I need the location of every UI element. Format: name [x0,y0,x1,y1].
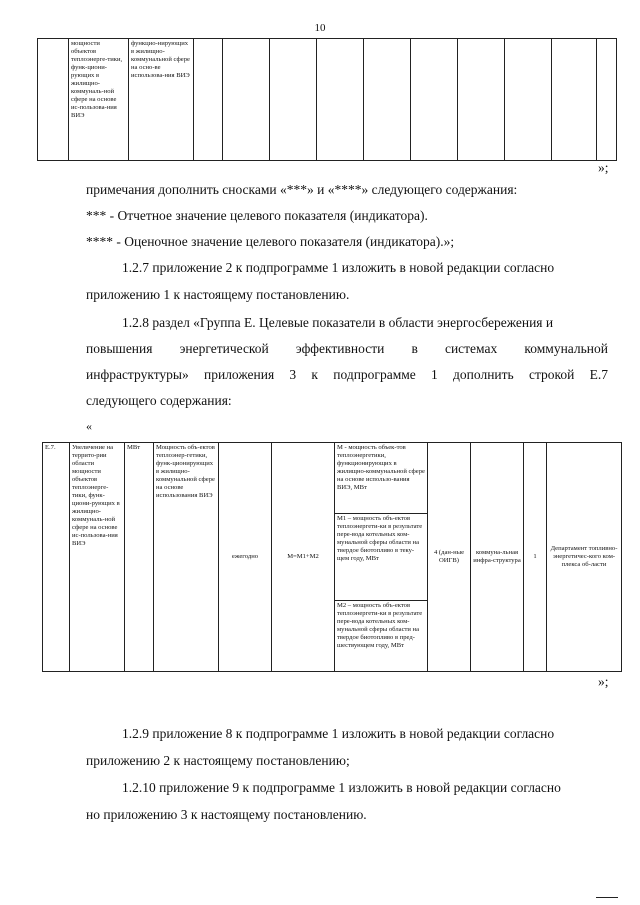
row-e7-source: 4 (дан-ные ОИГВ) [428,443,471,672]
row-e7-name: Увеличение на террито-рии области мощности объектов теплоэнерге-тики, функ-циони-рующих в жилищно-коммуналь-ной сфере на основе ис-пользова-ния ВИЭ [70,443,125,672]
row-e7-formula: M=M1+M2 [272,443,335,672]
row-e7-definition: Мощность объ-ектов теплоэнер-гетики, функ-ционирующих в жилищно-коммунальной сфере на основе использования ВИЭ [154,443,219,672]
row-e7-variable-m: М - мощность объек-тов теплоэнергетики, функционирующих в жилищно-коммунальной сфере на основе использо-вания ВИЭ, МВт [335,443,428,514]
paragraph-1-2-10-line-1: 1.2.10 приложение 9 к подпрограмме 1 изложить в новой редакции согласно [122,780,561,795]
row-e7-responsible: Департамент топливно-энергетичес-кого ком-плекса об-ласти [547,443,622,672]
row-e7-flag: 1 [524,443,547,672]
top-table-fragment [37,38,617,161]
paragraph-1-2-9-line-2: приложению 2 к настоящему постановлению; [86,753,350,768]
row-e7-code: Е.7. [43,443,70,672]
paragraph-1-2-8-line-1: 1.2.8 раздел «Группа Е. Целевые показатели в области энергосбережения и [122,315,554,330]
top-table-name-cell: мощности объектов теплоэнерге-тики, функ-циони-рующих в жилищно-коммуналь-ной сфере на основе ис-пользова-ния ВИЭ [69,39,129,161]
row-e7-unit: МВт [125,443,154,672]
note-intro: примечания дополнить сносками «***» и «****» следующего содержания: [86,182,518,197]
paragraph-1-2-8-line-4: следующего содержания: [86,393,232,408]
closing-quote-1: »; [598,160,609,175]
opening-quote: « [86,419,92,433]
row-e7-variable-m1: М1 – мощность объ-ектов теплоэнергети-ки в результате пере-вода котельных ком-мунальной сферы области на твердое биотопливо в теку-щем году, МВт [335,514,428,601]
paragraph-1-2-7-line-1: 1.2.7 приложение 2 к подпрограмме 1 изложить в новой редакции согласно [122,260,555,275]
paragraph-1-2-8-line-2: повышения энергетической эффективности в системах коммунальной [86,341,608,356]
paragraph-1-2-10-line-2: но приложению 3 к настоящему постановлению. [86,807,367,822]
page-number: 10 [314,22,326,34]
paragraph-1-2-8-line-3: инфраструктуры» приложения 3 к подпрограмме 1 дополнить строкой Е.7 [86,367,608,382]
closing-quote-2: »; [598,674,609,689]
row-e7-table [42,442,622,672]
paragraph-1-2-9-line-1: 1.2.9 приложение 8 к подпрограмме 1 изложить в новой редакции согласно [122,726,555,741]
row-e7-variable-m2: М2 – мощность объ-ектов теплоэнергети-ки в результате пере-вода котельных ком-мунальной сферы области на твердое биотопливо в пред-шествующем году, МВт [335,601,428,672]
row-e7-sphere: коммуна-льная инфра-структура [471,443,524,672]
row-e7-period: ежегодно [219,443,272,672]
paragraph-1-2-7-line-2: приложению 1 к настоящему постановлению. [86,287,350,302]
scan-edge-mark [596,897,618,898]
footnote-4: **** - Оценочное значение целевого показателя (индикатора).»; [86,234,455,249]
footnote-3: *** - Отчетное значение целевого показателя (индикатора). [86,208,428,223]
top-table-definition-cell: функцио-нирующих в жилищно-коммунальной сфере на осно-ве использова-ния ВИЭ [129,39,194,161]
